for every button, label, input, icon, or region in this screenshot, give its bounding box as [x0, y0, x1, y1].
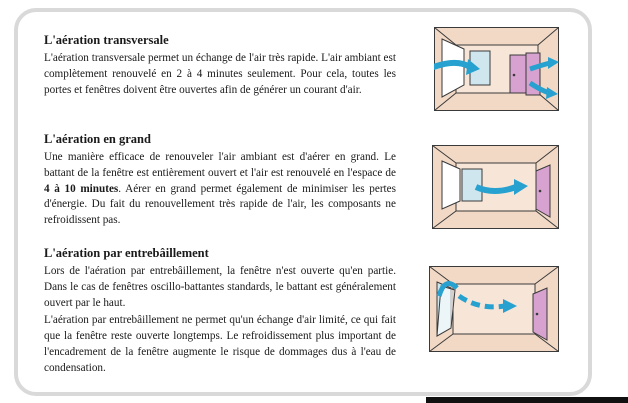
- door: [536, 165, 550, 217]
- cross-ventilation-illustration: [434, 27, 559, 111]
- wide-open-window-illustration: [432, 145, 559, 229]
- section-wide-ventilation: [44, 131, 396, 229]
- room-back-wall: [453, 284, 535, 334]
- tilted-window-illustration: [429, 266, 559, 352]
- door: [533, 288, 547, 340]
- section-paragraph: [44, 150, 396, 229]
- bottom-bar: [426, 397, 628, 403]
- paragraph-text: Une manière efficace de renouveler l'air ambiant est d'aérer en grand. Le battant de la fenêtre est entièrement ouvert et l'air est renouvelé en l'espace de: [44, 151, 396, 179]
- window: [462, 169, 482, 201]
- open-window-sash: [442, 161, 460, 209]
- paragraph-text: . Aérer en grand permet également de minimiser les pertes d'énergie. Du fait du renouvellement très rapide de l'air, les composants ne refroidissent pas.: [44, 182, 396, 227]
- section-title: L'aération en grand: [44, 132, 151, 146]
- section-paragraph: L'aération par entrebâillement ne permet qu'un échange d'air limité, ce qui fait que la fenêtre reste ouverte longtemps. Le refroidissement plus important de l'encadrement de la fenêtre augmente le risque de dommages dus à l'eau de condensation.: [44, 314, 396, 374]
- section-paragraph: Lors de l'aération par entrebâillement, la fenêtre n'est ouverte qu'en partie. Dans le cas de fenêtres oscillo-battantes standards, le battant est généralement ouvert par le haut.: [44, 265, 396, 309]
- section-cross-ventilation: [44, 32, 396, 98]
- section-paragraph: L'aération transversale permet un échange de l'air très rapide. L'air ambiant est complètement renouvelé en 2 à 4 minutes seulement. Pour cela, toutes les portes et fenêtres doivent être ouvertes afin de générer un courant d'air.: [44, 52, 396, 96]
- paragraph-bold-duration: 4 à 10 minutes: [44, 182, 119, 195]
- section-tilt-ventilation: [44, 245, 396, 377]
- section-title: L'aération par entrebâillement: [44, 246, 209, 260]
- section-title: L'aération transversale: [44, 33, 169, 47]
